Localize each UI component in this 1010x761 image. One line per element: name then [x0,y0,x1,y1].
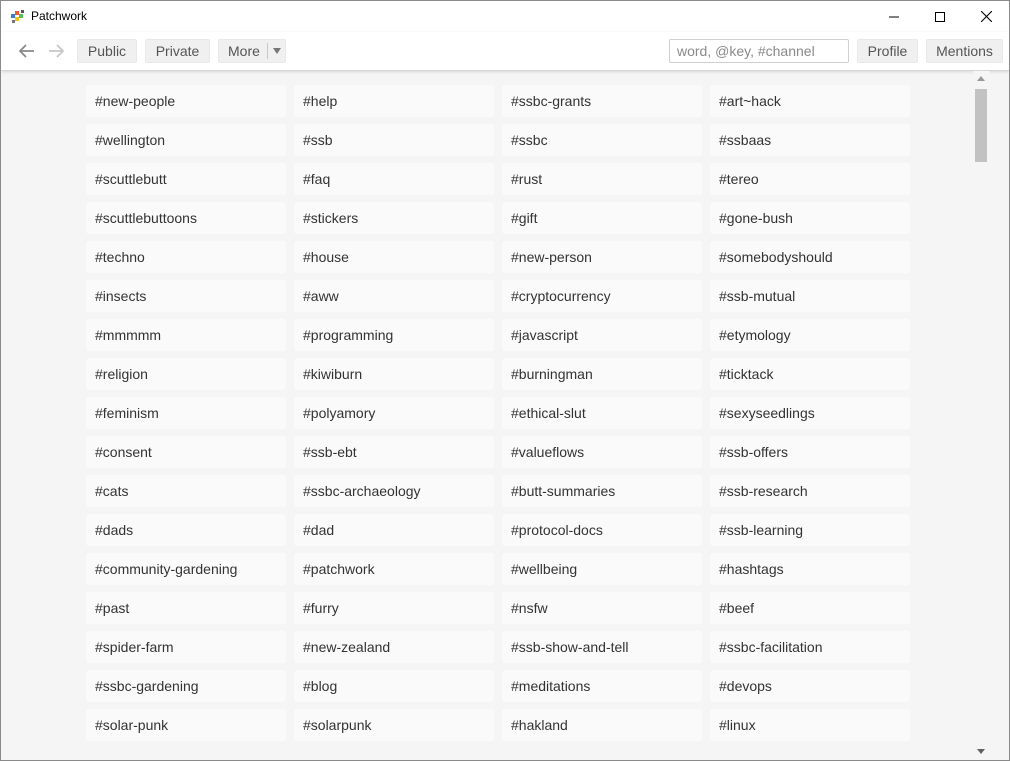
channel-grid [86,85,911,741]
channel-item[interactable]: #dad [294,514,494,546]
private-button[interactable]: Private [145,39,210,63]
channel-item[interactable]: #ethical-slut [502,397,702,429]
channel-item[interactable]: #dads [86,514,286,546]
vertical-scrollbar[interactable] [973,71,990,760]
back-button[interactable] [16,40,38,62]
channel-item[interactable]: #aww [294,280,494,312]
channel-list-view [1,71,973,760]
channel-item[interactable]: #sexyseedlings [710,397,910,429]
channel-item[interactable]: #furry [294,592,494,624]
channel-item[interactable]: #ssb [294,124,494,156]
channel-item[interactable]: #insects [86,280,286,312]
channel-item[interactable]: #meditations [502,670,702,702]
channel-item[interactable]: #stickers [294,202,494,234]
channel-item[interactable]: #ssb-ebt [294,436,494,468]
channel-item[interactable]: #devops [710,670,910,702]
close-icon [981,11,992,22]
channel-item[interactable]: #new-person [502,241,702,273]
channel-item[interactable]: #scuttlebutt [86,163,286,195]
channel-item[interactable]: #solar-punk [86,709,286,741]
channel-item[interactable]: #wellbeing [502,553,702,585]
channel-item[interactable]: #protocol-docs [502,514,702,546]
channel-item[interactable]: #consent [86,436,286,468]
channel-item[interactable]: #javascript [502,319,702,351]
arrow-right-icon [48,44,64,58]
channel-item[interactable]: #religion [86,358,286,390]
patchwork-logo-icon [10,9,26,24]
channel-item[interactable]: #ssb-mutual [710,280,910,312]
channel-item[interactable]: #nsfw [502,592,702,624]
channel-item[interactable]: #scuttlebuttoons [86,202,286,234]
channel-item[interactable]: #art~hack [710,85,910,117]
title-bar [1,1,1009,32]
channel-item[interactable]: #ssb-show-and-tell [502,631,702,663]
channel-item[interactable]: #past [86,592,286,624]
channel-item[interactable]: #mmmmm [86,319,286,351]
maximize-icon [935,12,945,22]
channel-item[interactable]: #ssb-research [710,475,910,507]
channel-item[interactable]: #ssb-offers [710,436,910,468]
caret-down-icon[interactable] [273,48,281,54]
channel-item[interactable]: #new-people [86,85,286,117]
channel-item[interactable]: #rust [502,163,702,195]
arrow-left-icon [19,44,35,58]
search-input[interactable] [669,39,849,63]
channel-item[interactable]: #beef [710,592,910,624]
channel-item[interactable]: #house [294,241,494,273]
channel-item[interactable]: #new-zealand [294,631,494,663]
channel-item[interactable]: #kiwiburn [294,358,494,390]
channel-item[interactable]: #programming [294,319,494,351]
channel-item[interactable]: #ssbaas [710,124,910,156]
channel-item[interactable]: #techno [86,241,286,273]
window-title: Patchwork [31,9,88,23]
scrollbar-thumb[interactable] [975,89,987,162]
channel-item[interactable]: #gone-bush [710,202,910,234]
profile-button[interactable]: Profile [857,39,918,63]
channel-item[interactable]: #ssbc-facilitation [710,631,910,663]
maximize-button[interactable] [917,1,963,32]
channel-item[interactable]: #butt-summaries [502,475,702,507]
channel-item[interactable]: #spider-farm [86,631,286,663]
navigation-bar [1,32,1009,71]
channel-item[interactable]: #ssbc-grants [502,85,702,117]
more-divider [267,43,268,59]
more-button[interactable] [218,39,286,63]
channel-item[interactable]: #faq [294,163,494,195]
channel-item[interactable]: #burningman [502,358,702,390]
channel-item[interactable]: #tereo [710,163,910,195]
channel-item[interactable]: #valueflows [502,436,702,468]
channel-item[interactable]: #ssbc [502,124,702,156]
channel-item[interactable]: #community-gardening [86,553,286,585]
scroll-down-arrow-icon[interactable] [977,749,985,754]
channel-item[interactable]: #hakland [502,709,702,741]
channel-item[interactable]: #somebodyshould [710,241,910,273]
channel-item[interactable]: #etymology [710,319,910,351]
scroll-up-arrow-icon[interactable] [977,76,985,81]
channel-item[interactable]: #linux [710,709,910,741]
minimize-icon [889,12,899,22]
channel-item[interactable]: #gift [502,202,702,234]
channel-item[interactable]: #hashtags [710,553,910,585]
channel-item[interactable]: #ssbc-gardening [86,670,286,702]
channel-item[interactable]: #polyamory [294,397,494,429]
more-label: More [228,43,260,59]
channel-item[interactable]: #feminism [86,397,286,429]
channel-item[interactable]: #patchwork [294,553,494,585]
forward-button[interactable] [45,40,67,62]
close-button[interactable] [963,1,1009,32]
channel-item[interactable]: #ssb-learning [710,514,910,546]
channel-item[interactable]: #cats [86,475,286,507]
channel-item[interactable]: #help [294,85,494,117]
channel-item[interactable]: #ssbc-archaeology [294,475,494,507]
channel-item[interactable]: #wellington [86,124,286,156]
channel-item[interactable]: #solarpunk [294,709,494,741]
mentions-button[interactable]: Mentions [926,39,1003,63]
public-button[interactable]: Public [77,39,137,63]
channel-item[interactable]: #blog [294,670,494,702]
channel-item[interactable]: #ticktack [710,358,910,390]
channel-item[interactable]: #cryptocurrency [502,280,702,312]
minimize-button[interactable] [871,1,917,32]
